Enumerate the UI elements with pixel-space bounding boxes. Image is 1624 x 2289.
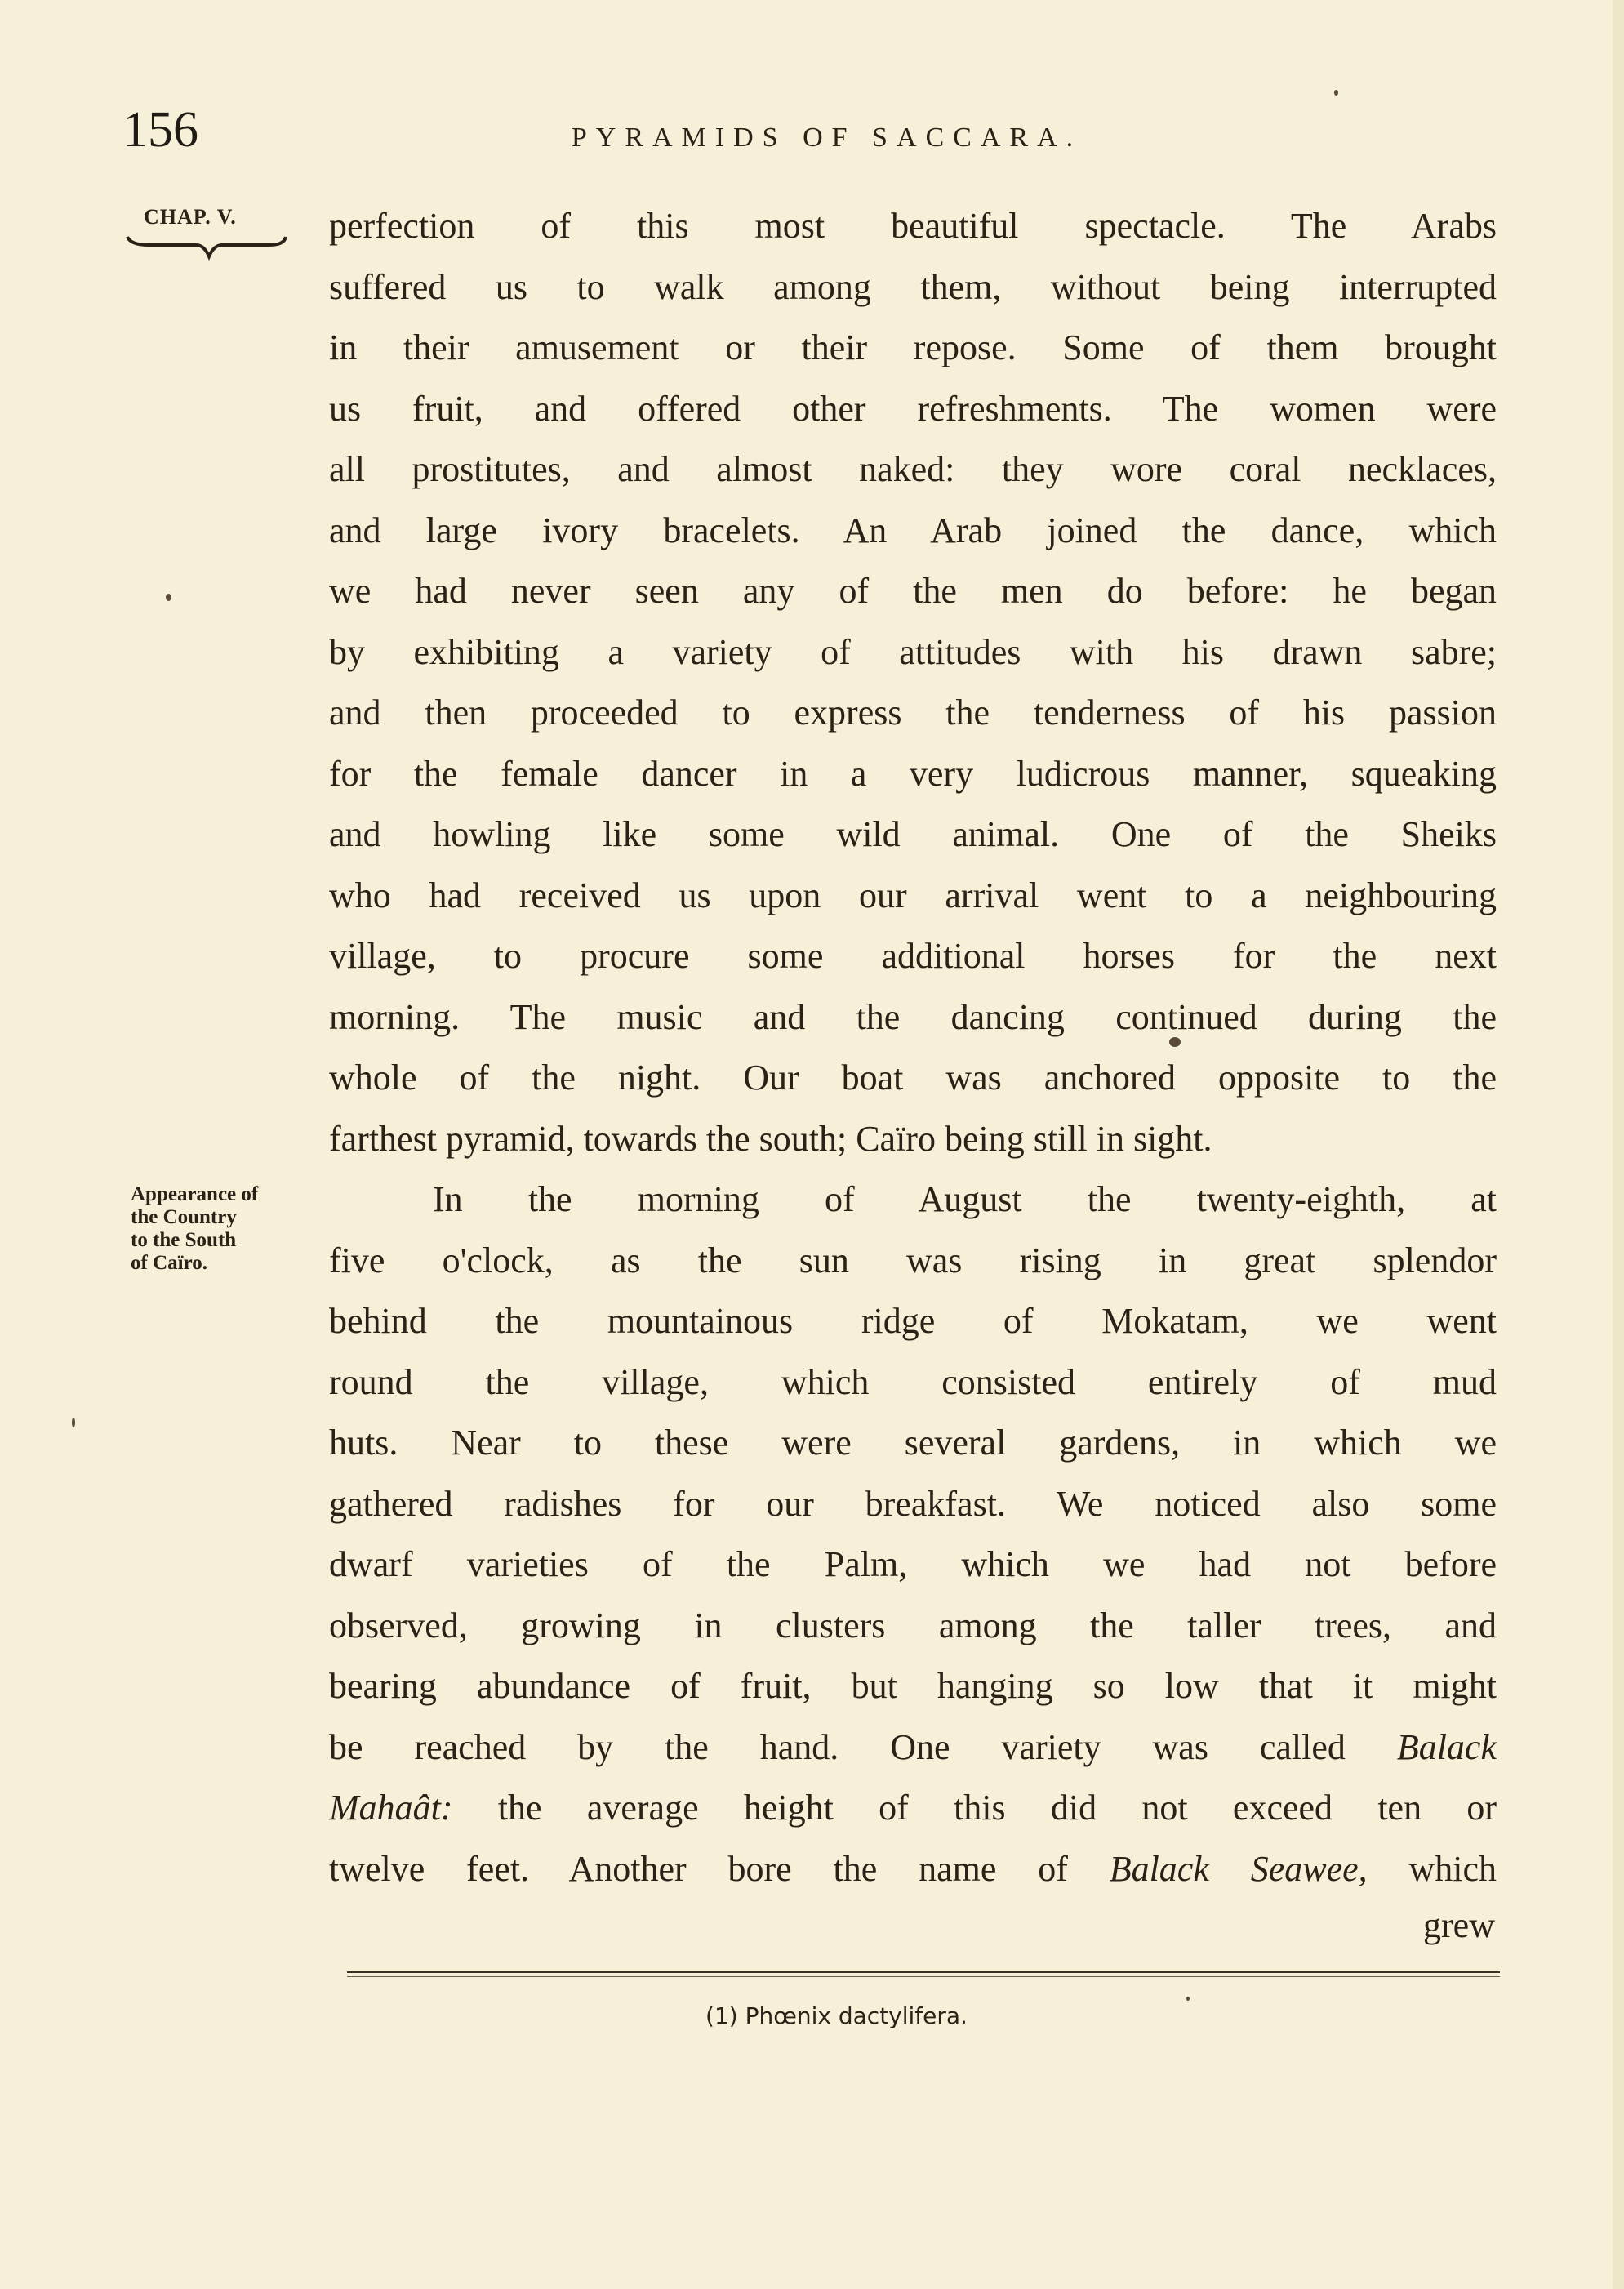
running-title: PYRAMIDS OF SACCARA. — [571, 122, 1083, 153]
text-line: in their amusement or their repose. Some of them brought — [329, 327, 1497, 367]
paper-speck — [1186, 1997, 1190, 2001]
text-line: by exhibiting a variety of attitudes with his drawn sabre; — [329, 631, 1497, 672]
text-line: who had received us upon our arrival went to a neighbouring — [329, 875, 1497, 915]
text-line: five o'clock, as the sun was rising in great splendor — [329, 1240, 1497, 1280]
italic-name: Balack — [1396, 1726, 1497, 1767]
text-line: round the village, which consisted entirely of mud — [329, 1361, 1497, 1402]
text-span: twelve feet. Another bore the name of — [329, 1848, 1110, 1889]
text-line: and large ivory bracelets. An Arab joined the dance, which — [329, 510, 1497, 550]
footnote: (1) Phœnix dactylifera. — [705, 2002, 968, 2029]
text-line: whole of the night. Our boat was anchored opposite to the — [329, 1058, 1497, 1098]
text-line: gathered radishes for our breakfast. We noticed also some — [329, 1483, 1497, 1524]
paper-speck — [1169, 1037, 1181, 1047]
chapter-bracket-ornament — [124, 234, 287, 265]
chapter-label: CHAP. V. — [144, 205, 237, 229]
text-line: we had never seen any of the men do before: he began — [329, 571, 1497, 611]
text-span: be reached by the hand. One variety was called — [329, 1726, 1397, 1767]
side-note-line: the Country — [131, 1206, 237, 1228]
paper-speck — [1334, 90, 1338, 96]
text-line: us fruit, and offered other refreshments. The women were — [329, 388, 1497, 429]
side-note-line: to the South — [131, 1229, 237, 1251]
text-line: suffered us to walk among them, without being interrupted — [329, 266, 1497, 307]
paper-speck — [166, 594, 171, 601]
text-line: farthest pyramid, towards the south; Caïro being still in sight. — [329, 1118, 1212, 1159]
side-note-line: Appearance of — [131, 1183, 259, 1205]
italic-name: Balack Seawee, — [1109, 1848, 1368, 1889]
text-line: village, to procure some additional horses for the next — [329, 936, 1497, 976]
paper-speck — [72, 1418, 75, 1427]
text-line — [329, 1717, 1497, 1779]
text-line: perfection of this most beautiful spectacle. The Arabs — [329, 206, 1497, 246]
page-number: 156 — [122, 102, 198, 158]
side-note — [131, 1183, 318, 1275]
text-line: bearing abundance of fruit, but hanging so low that it might — [329, 1666, 1497, 1706]
catchword: grew — [1423, 1905, 1495, 1945]
text-line — [329, 1839, 1497, 1900]
footnote-rule — [347, 1971, 1500, 1973]
text-line: and howling like some wild animal. One of the Sheiks — [329, 814, 1497, 854]
text-line: all prostitutes, and almost naked: they wore coral necklaces, — [329, 449, 1497, 489]
text-line: dwarf varieties of the Palm, which we had not before — [329, 1544, 1497, 1584]
page-edge — [1613, 0, 1624, 2289]
text-span: which — [1367, 1848, 1497, 1889]
text-line: observed, growing in clusters among the taller trees, and — [329, 1605, 1497, 1645]
side-note-line: of Caïro. — [131, 1252, 207, 1274]
text-line: huts. Near to these were several gardens, in which we — [329, 1423, 1497, 1463]
body-text — [329, 196, 1497, 1899]
text-line: behind the mountainous ridge of Mokatam, we went — [329, 1301, 1497, 1341]
italic-name: Mahaât: — [329, 1788, 453, 1828]
paragraph-start-line: In the morning of August the twenty-eighth, at — [433, 1179, 1497, 1219]
text-line: and then proceeded to express the tenderness of his passion — [329, 692, 1497, 733]
text-line: for the female dancer in a very ludicrous manner, squeaking — [329, 753, 1497, 794]
text-line: morning. The music and the dancing continued during the — [329, 996, 1497, 1037]
footnote-rule-thin — [347, 1976, 1500, 1977]
text-span: the average height of this did not exceed ten or — [452, 1788, 1497, 1828]
text-line — [329, 1778, 1497, 1839]
